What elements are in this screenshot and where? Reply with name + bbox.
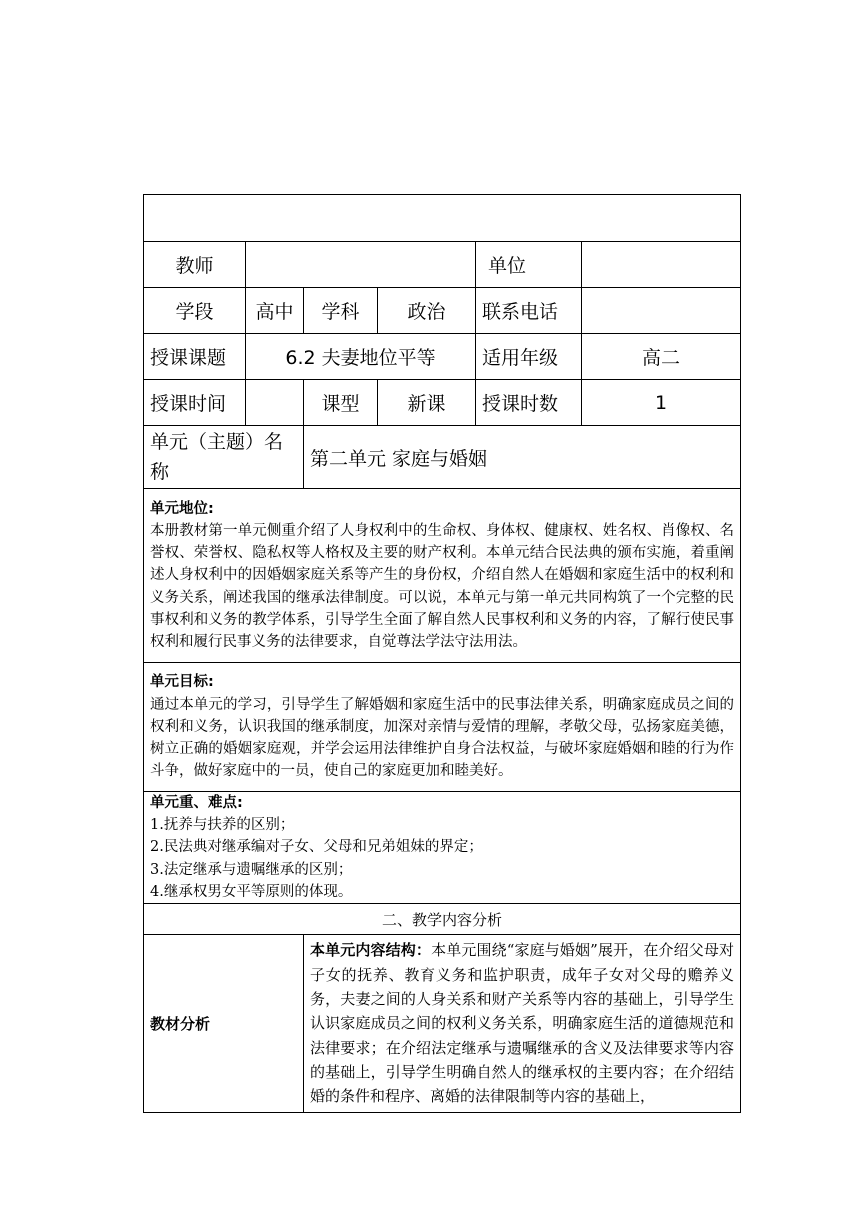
- topic-value: 6.2 夫妻地位平等: [246, 334, 476, 380]
- grade-value: 高二: [582, 334, 741, 380]
- grade-label: 适用年级: [476, 334, 582, 380]
- unit-name-row: [144, 426, 741, 489]
- section-two-row: [144, 904, 741, 935]
- unit-name-label: 单元（主题）名称: [144, 426, 304, 489]
- key-point-item: 3.法定继承与遗嘱继承的区别；: [150, 861, 353, 878]
- key-point-item: 4.继承权男女平等原则的体现。: [150, 883, 353, 900]
- subject-label: 学科: [304, 288, 378, 334]
- title-cell: [144, 195, 741, 242]
- key-point-item: 2.民法典对继承编对子女、父母和兄弟姐妹的界定；: [150, 839, 483, 856]
- unit-goals-cell: [144, 663, 741, 792]
- unit-value: [582, 242, 741, 288]
- unit-position-heading: 单元地位:: [150, 500, 214, 517]
- analysis-lead: 本单元内容结构：: [310, 941, 432, 960]
- analysis-text: 本单元围绕“家庭与婚姻”展开，在介绍父母对子女的抚养、教育义务和监护职责，成年子女对父母的赡养义务，夫妻之间的人身关系和财产关系等内容的基础上，引导学生认识家庭成员之间的权利义务关系，明确家庭生活的道德规范和法律要求；在介绍法定继承与遗嘱继承的含义及法律要求等内容的基础上，引导学生明确自然人的继承权的主要内容；在介绍结婚的条件和程序、离婚的法律限制等内容的基础上，: [310, 941, 735, 1106]
- time-label: 授课时间: [144, 380, 246, 426]
- unit-goals-heading: 单元目标:: [150, 674, 214, 691]
- time-row: [144, 380, 741, 426]
- title-row: [144, 195, 741, 242]
- textbook-analysis-cell: [304, 935, 741, 1113]
- unit-position-cell: [144, 489, 741, 663]
- lesson-type-label: 课型: [304, 380, 378, 426]
- key-points-row: [144, 792, 741, 904]
- topic-label: 授课课题: [144, 334, 246, 380]
- teacher-label: 教师: [144, 242, 246, 288]
- unit-goals-text: 通过本单元的学习，引导学生了解婚姻和家庭生活中的民事法律关系，明确家庭成员之间的权利和义务，认识我国的继承制度，加深对亲情与爱情的理解，孝敬父母，弘扬家庭美德，树立正确的婚姻家庭观，并学会运用法律维护自身合法权益，与破坏家庭婚姻和睦的行为作斗争，做好家庭中的一员，使自己的家庭更加和睦美好。: [150, 696, 735, 780]
- unit-position-text: 本册教材第一单元侧重介绍了人身权利中的生命权、身体权、健康权、姓名权、肖像权、名誉权、荣誉权、隐私权等人格权及主要的财产权利。本单元结合民法典的颁布实施，着重阐述人身权利中的因婚姻家庭关系等产生的身份权，介绍自然人在婚姻和家庭生活中的权利和义务关系，阐述我国的继承法律制度。可以说，本单元与第一单元共同构筑了一个完整的民事权利和义务的教学体系，引导学生全面了解自然人民事权利和义务的内容，了解行使民事权利和履行民事义务的法律要求，自觉尊法学法守法用法。: [150, 522, 735, 650]
- stage-row: [144, 288, 741, 334]
- key-point-item: 1.抚养与扶养的区别；: [150, 817, 295, 834]
- stage-value: 高中: [246, 288, 304, 334]
- teacher-row: [144, 242, 741, 288]
- stage-label: 学段: [144, 288, 246, 334]
- hours-value: 1: [582, 380, 741, 426]
- topic-row: [144, 334, 741, 380]
- unit-name-value: 第二单元 家庭与婚姻: [304, 426, 741, 489]
- key-points-heading: 单元重、难点:: [150, 795, 243, 811]
- phone-label: 联系电话: [476, 288, 582, 334]
- unit-goals-row: [144, 663, 741, 792]
- unit-position-row: [144, 489, 741, 663]
- hours-label: 授课时数: [476, 380, 582, 426]
- time-value: [246, 380, 304, 426]
- section-two-title: 二、教学内容分析: [144, 904, 741, 935]
- textbook-analysis-row: [144, 935, 741, 1113]
- textbook-analysis-label: 教材分析: [144, 935, 304, 1113]
- teacher-value: [246, 242, 476, 288]
- lesson-type-value: 新课: [378, 380, 476, 426]
- phone-value: [582, 288, 741, 334]
- subject-value: 政治: [378, 288, 476, 334]
- key-points-cell: [144, 792, 741, 904]
- lesson-plan-table: [143, 194, 741, 1113]
- unit-label: 单位: [476, 242, 582, 288]
